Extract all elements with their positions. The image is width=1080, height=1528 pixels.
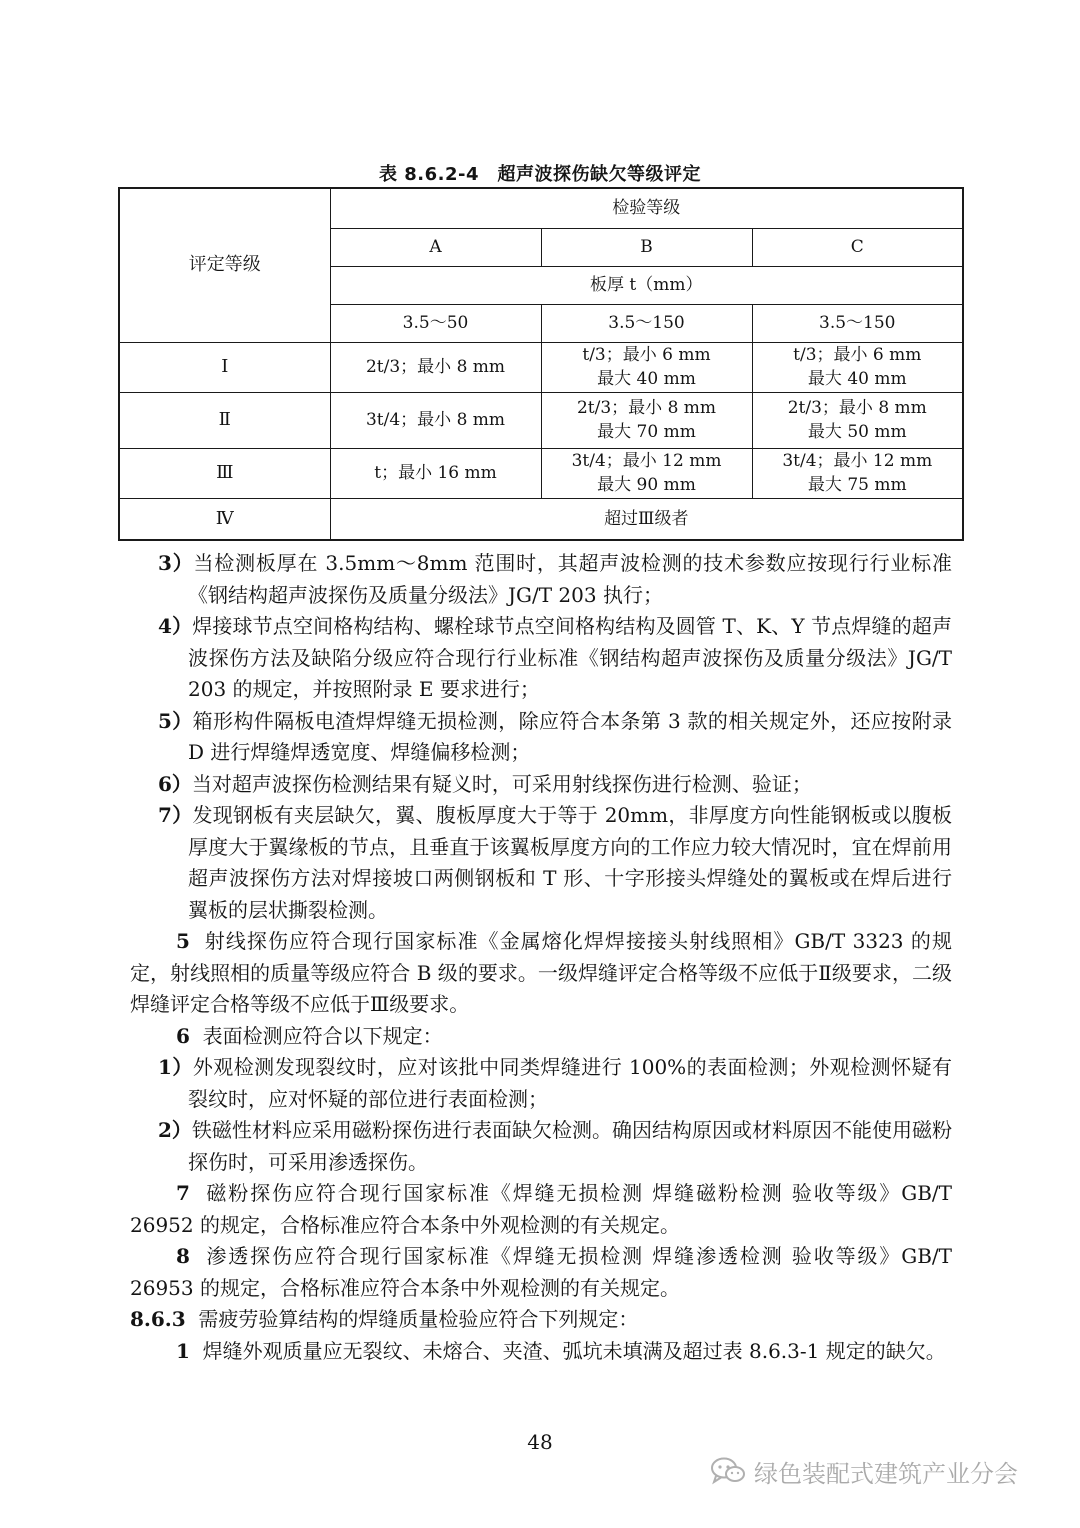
section-8-6-3: 8.6.3 需疲劳验算结构的焊缝质量检验应符合下列规定： (130, 1307, 639, 1331)
group-header: 检验等级 (330, 188, 963, 228)
clause-5: 5 射线探伤应符合现行国家标准《金属熔化焊焊接接头射线照相》GB/T 3323 的规定，射线照相的质量等级应符合 B 级的要求。一级焊缝评定合格等级不应低于Ⅱ级要求，二级焊缝评定合格等级不应低于Ⅲ级要求。 (130, 929, 952, 1016)
list-item: 7）发现钢板有夹层缺欠，翼、腹板厚度大于等于 20mm，非厚度方向性能钢板或以腹板厚度大于翼缘板的节点，且垂直于该翼板厚度方向的工作应力较大情况时，宜在焊前用超声波探伤方法对焊接坡口两侧钢板和 T 形、十字形接头焊缝处的翼板或在焊后进行翼板的层状撕裂检测。 (158, 803, 952, 922)
body-text (130, 548, 952, 1367)
table-caption: 表 8.6.2-4 超声波探伤缺欠等级评定 (378, 164, 701, 185)
level-b: B (541, 228, 752, 266)
table-cell: 3t/4；最小 12 mm 最大 90 mm (541, 448, 752, 498)
grade-label: Ⅳ (119, 498, 330, 540)
table-row (119, 498, 963, 540)
table-row (119, 448, 963, 498)
grade-label: Ⅱ (119, 392, 330, 448)
level-c: C (752, 228, 963, 266)
list-item: 2）铁磁性材料应采用磁粉探伤进行表面缺欠检测。确因结构原因或材料原因不能使用磁粉探伤时，可采用渗透探伤。 (158, 1118, 952, 1174)
table-cell: 超过Ⅲ级者 (330, 498, 963, 540)
list-item: 5）箱形构件隔板电渣焊焊缝无损检测，除应符合本条第 3 款的相关规定外，还应按附录 D 进行焊缝焊透宽度、焊缝偏移检测； (158, 708, 952, 764)
list-item: 6）当对超声波探伤检测结果有疑义时，可采用射线探伤进行检测、验证； (158, 771, 812, 796)
table-cell: 3t/4；最小 8 mm (330, 392, 541, 448)
list-item: 1）外观检测发现裂纹时，应对该批中同类焊缝进行 100%的表面检测；外观检测怀疑有裂纹时，应对怀疑的部位进行表面检测； (158, 1055, 952, 1111)
clause-6: 6 表面检测应符合以下规定： (176, 1023, 443, 1048)
clause-8: 8 渗透探伤应符合现行国家标准《焊缝无损检测 焊缝渗透检测 验收等级》GB/T 26953 的规定，合格标准应符合本条中外观检测的有关规定。 (130, 1244, 952, 1300)
table-cell: 2t/3；最小 8 mm (330, 342, 541, 392)
defect-grade-table (118, 187, 964, 541)
table-row (119, 392, 963, 448)
list-item: 4）焊接球节点空间格构结构、螺栓球节点空间格构结构及圆管 T、K、Y 节点焊缝的超声波探伤方法及缺陷分级应符合现行行业标准《钢结构超声波探伤及质量分级法》JG/T 203 的规定，并按照附录 E 要求进行； (158, 614, 952, 701)
grade-label: Ⅰ (119, 342, 330, 392)
grade-label: Ⅲ (119, 448, 330, 498)
table-cell: 2t/3；最小 8 mm 最大 70 mm (541, 392, 752, 448)
table-cell: 2t/3；最小 8 mm 最大 50 mm (752, 392, 963, 448)
watermark-text: 绿色装配式建筑产业分会 (754, 1459, 1018, 1488)
table-cell: 3t/4；最小 12 mm 最大 75 mm (752, 448, 963, 498)
clause-8-6-3-1: 1 焊缝外观质量应无裂纹、未熔合、夹渣、弧坑未填满及超过表 8.6.3-1 规定的缺欠。 (176, 1338, 946, 1363)
table-cell: t/3；最小 6 mm 最大 40 mm (541, 342, 752, 392)
range-b: 3.5～150 (541, 304, 752, 342)
thickness-label: 板厚 t（mm） (330, 266, 963, 304)
range-c: 3.5～150 (752, 304, 963, 342)
level-a: A (330, 228, 541, 266)
table-cell: t/3；最小 6 mm 最大 40 mm (752, 342, 963, 392)
table-row (119, 342, 963, 392)
table-cell: t；最小 16 mm (330, 448, 541, 498)
row-header: 评定等级 (119, 188, 330, 342)
wechat-icon (710, 1456, 746, 1486)
watermark (710, 1455, 1018, 1487)
clause-7: 7 磁粉探伤应符合现行国家标准《焊缝无损检测 焊缝磁粉检测 验收等级》GB/T 26952 的规定，合格标准应符合本条中外观检测的有关规定。 (130, 1181, 952, 1237)
page-number: 48 (527, 1430, 553, 1454)
range-a: 3.5～50 (330, 304, 541, 342)
list-item: 3）当检测板厚在 3.5mm～8mm 范围时，其超声波检测的技术参数应按现行行业标准《钢结构超声波探伤及质量分级法》JG/T 203 执行； (158, 551, 953, 607)
